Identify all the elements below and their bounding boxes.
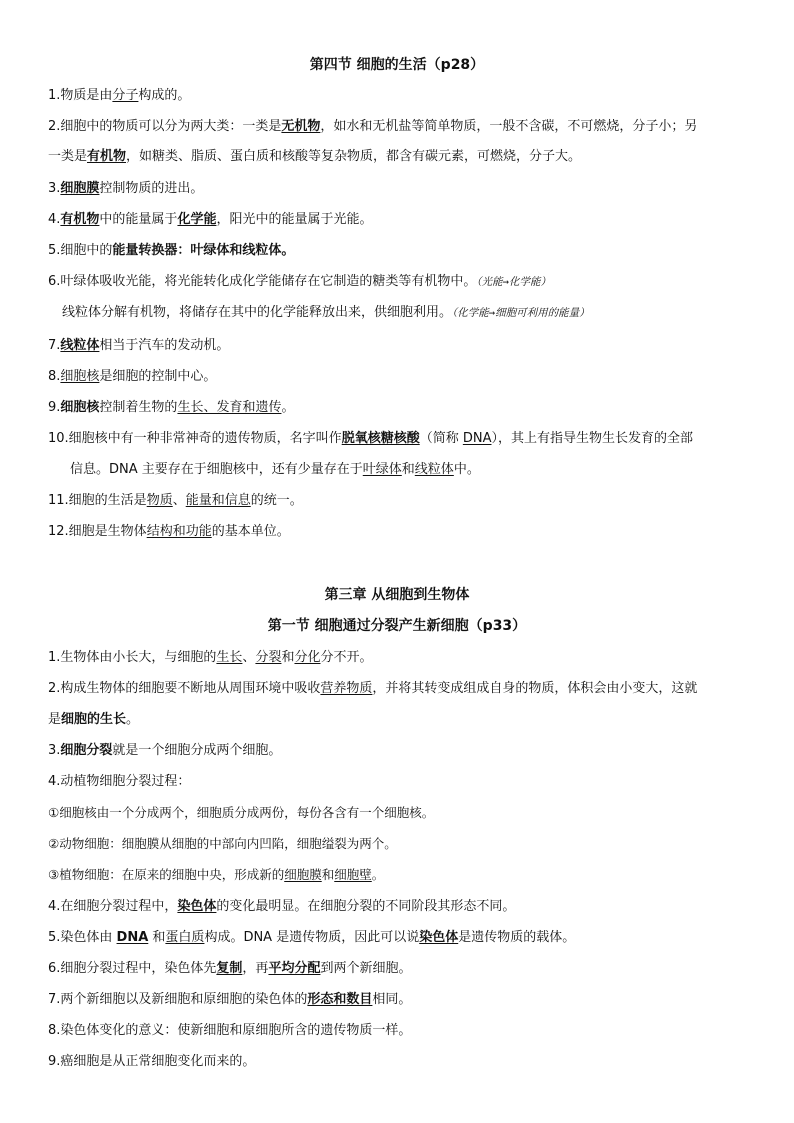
line-s4-11: 11.细胞的生活是物质、能量和信息的统一。 — [48, 493, 303, 508]
line-s4-2b: 一类是有机物，如糖类、脂质、蛋白质和核酸等复杂物质，都含有碳元素，可燃烧，分子大。 — [48, 149, 582, 164]
line-s4-3: 3.细胞膜控制物质的进出。 — [48, 181, 204, 196]
line-s4-10a: 10.细胞核中有一种非常神奇的遗传物质，名字叫作脱氧核糖核酸（简称 DNA），其上有指导生物生长发育的全部 — [48, 431, 693, 446]
line-s4-6a: 6.叶绿体吸收光能，将光能转化成化学能储存在它制造的糖类等有机物中。（光能→化学能） — [48, 274, 551, 289]
line-s4-5: 5.细胞中的能量转换器：叶绿体和线粒体。 — [48, 243, 295, 258]
line-c3-1: 1.生物体由小长大，与细胞的生长、分裂和分化分不开。 — [48, 650, 373, 665]
line-c3-4: 4.动植物细胞分裂过程： — [48, 774, 191, 789]
line-c3-3: 3.细胞分裂就是一个细胞分成两个细胞。 — [48, 743, 282, 758]
chapter-title: 第三章 从细胞到生物体 — [324, 587, 470, 603]
line-c3-2b: 是细胞的生长。 — [48, 712, 140, 727]
section-subtitle: 第一节 细胞通过分裂产生新细胞（p33） — [267, 618, 527, 634]
line-c3-4b: 4.在细胞分裂过程中，染色体的变化最明显。在细胞分裂的不同阶段其形态不同。 — [48, 899, 516, 914]
section-title: 第四节 细胞的生活（p28） — [309, 57, 485, 73]
line-c3-2a: 2.构成生物体的细胞要不断地从周围环境中吸收营养物质，并将其转变成组成自身的物质，体积会由小变大，这就 — [48, 681, 698, 696]
line-s4-8: 8.细胞核是细胞的控制中心。 — [48, 369, 217, 384]
line-c3-6: 6.细胞分裂过程中，染色体先复制，再平均分配到两个新细胞。 — [48, 961, 412, 976]
line-c3-7: 7.两个新细胞以及新细胞和原细胞的染色体的形态和数目相同。 — [48, 992, 412, 1007]
line-s4-9: 9.细胞核控制着生物的生长、发育和遗传。 — [48, 400, 295, 415]
line-c3-8: 8.染色体变化的意义：使新细胞和原细胞所含的遗传物质一样。 — [48, 1023, 412, 1038]
line-s4-10b: 信息。DNA 主要存在于细胞核中，还有少量存在于叶绿体和线粒体中。 — [70, 462, 480, 477]
line-c3-c1: ①细胞核由一个分成两个，细胞质分成两份，每份各含有一个细胞核。 — [48, 805, 435, 820]
line-c3-c3: ③植物细胞：在原来的细胞中央，形成新的细胞膜和细胞壁。 — [48, 867, 385, 882]
line-s4-4: 4.有机物中的能量属于化学能，阳光中的能量属于光能。 — [48, 212, 373, 227]
line-s4-12: 12.细胞是生物体结构和功能的基本单位。 — [48, 524, 290, 539]
line-s4-1: 1.物质是由分子构成的。 — [48, 88, 191, 103]
line-c3-9: 9.癌细胞是从正常细胞变化而来的。 — [48, 1054, 256, 1069]
line-s4-2a: 2.细胞中的物质可以分为两大类：一类是无机物，如水和无机盐等简单物质，一般不含碳，不可燃烧，分子小；另 — [48, 119, 698, 134]
line-s4-6b: 线粒体分解有机物，将储存在其中的化学能释放出来，供细胞利用。（化学能→细胞可利用的能量） — [62, 305, 590, 320]
line-c3-c2: ②动物细胞：细胞膜从细胞的中部向内凹陷，细胞缢裂为两个。 — [48, 836, 397, 851]
line-s4-7: 7.线粒体相当于汽车的发动机。 — [48, 338, 230, 353]
line-c3-5: 5.染色体由 DNA 和蛋白质构成。DNA 是遗传物质，因此可以说染色体是遗传物质的载体。 — [48, 930, 576, 945]
